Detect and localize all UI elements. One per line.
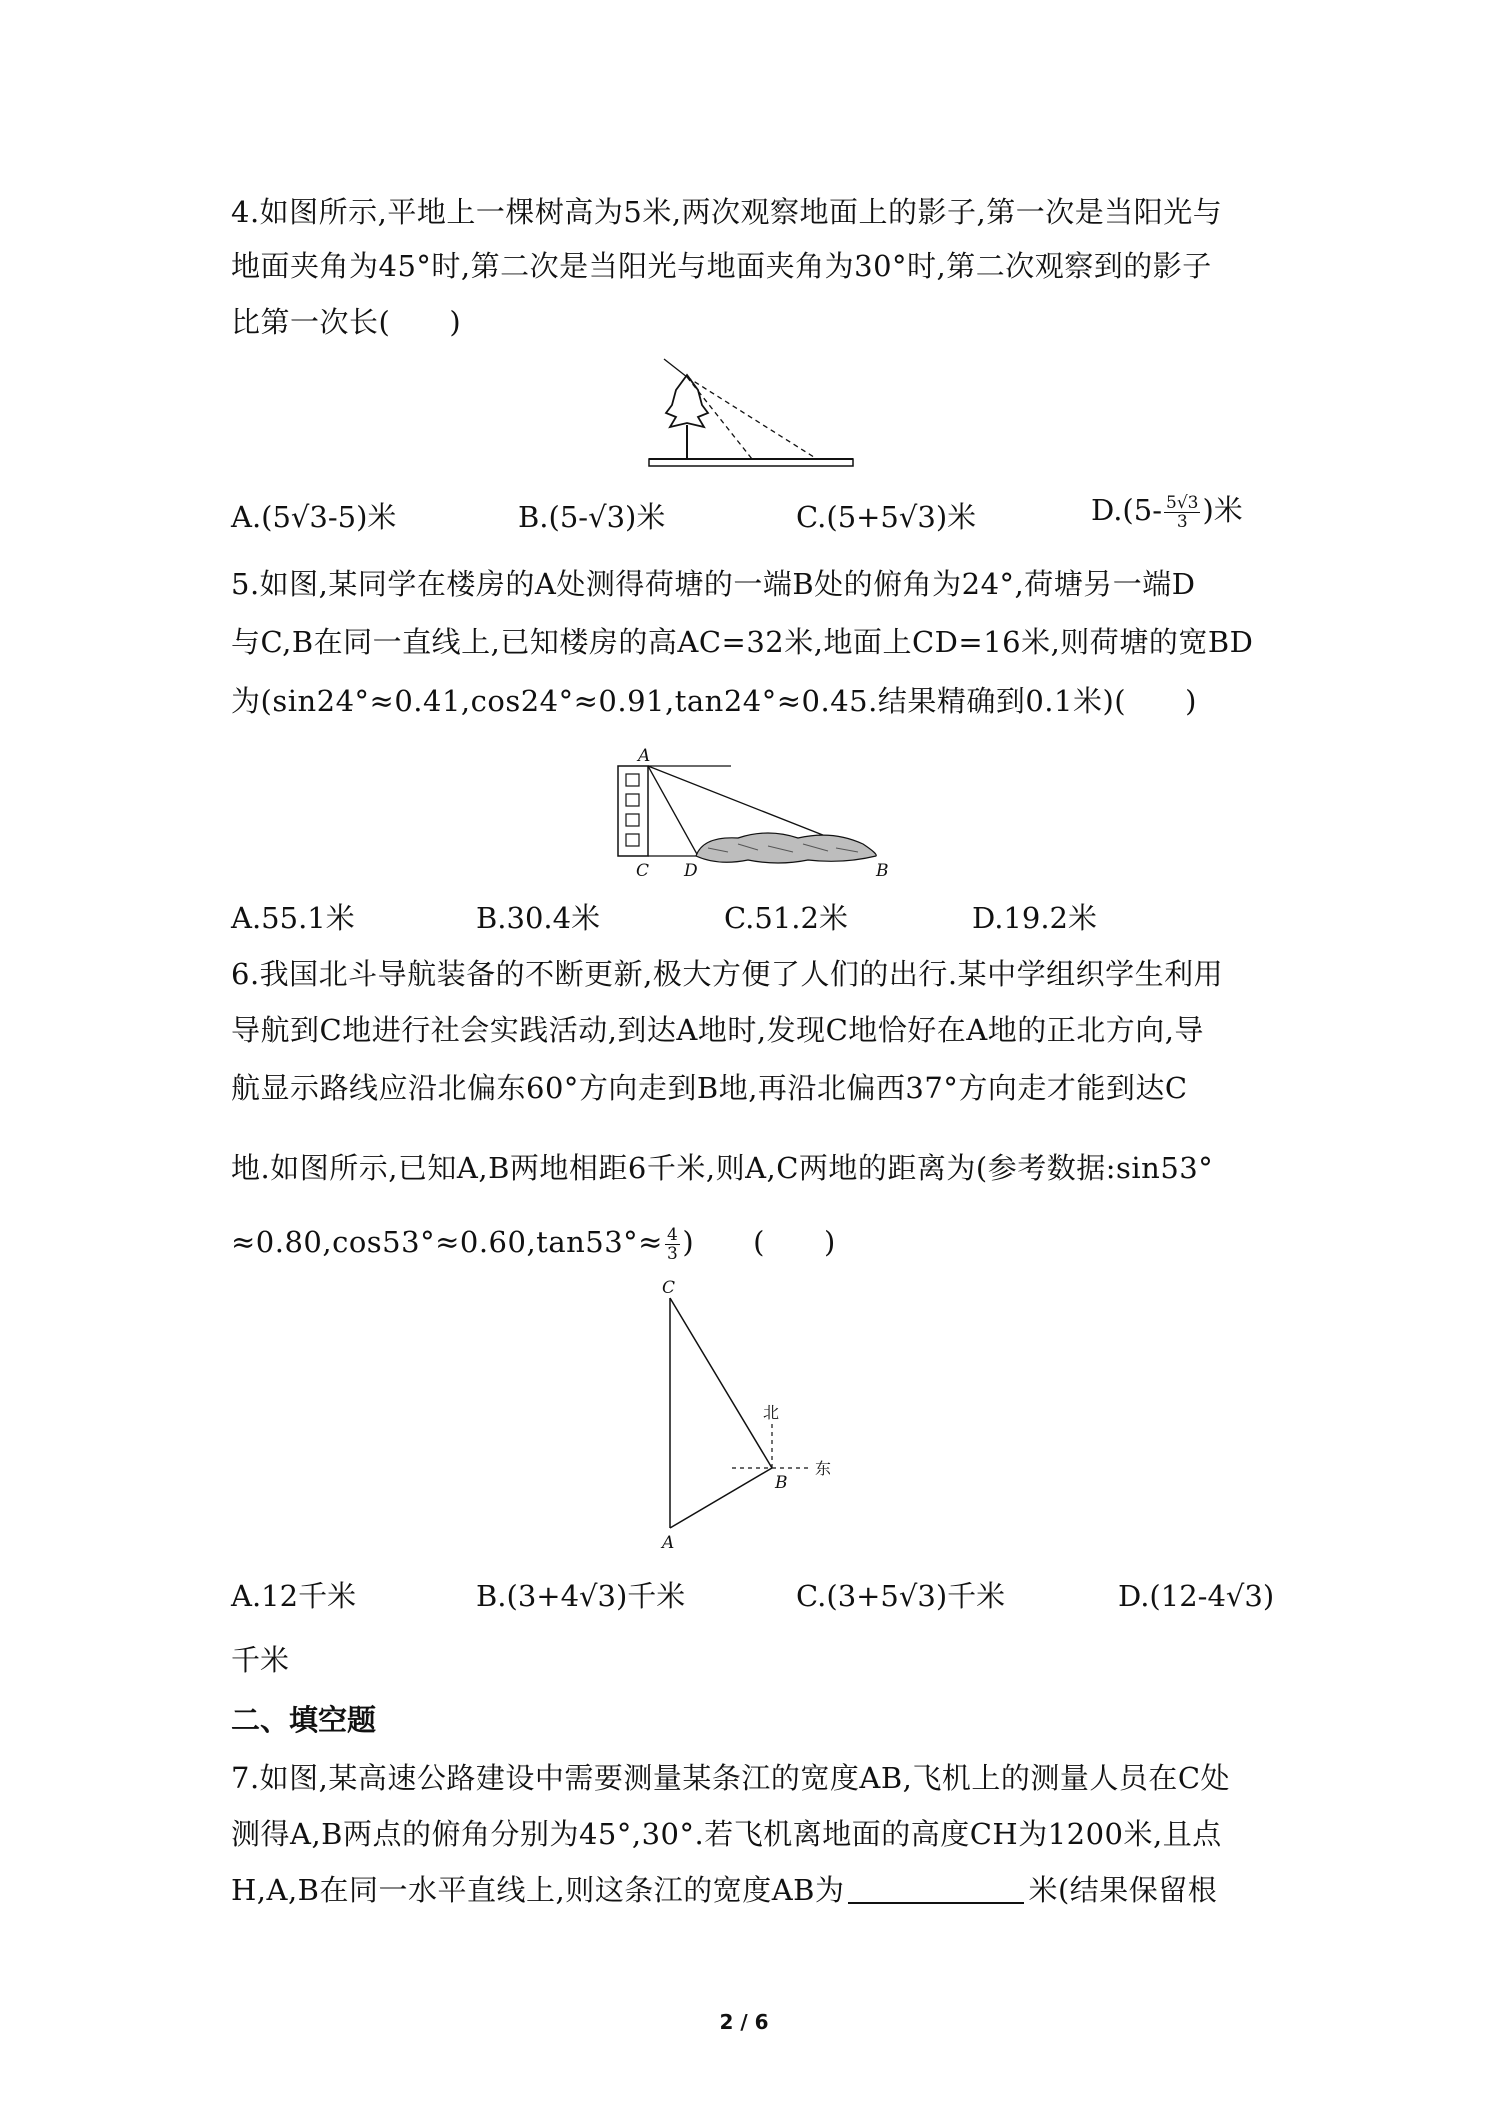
q5-option-b: B.30.4米 <box>476 901 601 935</box>
label-b: B <box>775 1473 788 1493</box>
section-heading: 二、填空题 <box>231 1703 377 1737</box>
q6-line-2: 导航到C地进行社会实践活动,到达A地时,发现C地恰好在A地的正北方向,导 <box>231 1013 1204 1047</box>
q7-line-1: 7.如图,某高速公路建设中需要测量某条江的宽度AB,飞机上的测量人员在C处 <box>231 1761 1231 1795</box>
q6-option-a: A.12千米 <box>231 1579 357 1613</box>
q5-option-a: A.55.1米 <box>231 901 355 935</box>
q4-line-3: 比第一次长( ) <box>231 305 462 339</box>
segment-ab <box>670 1468 772 1528</box>
label-b: B <box>876 861 889 881</box>
q4-option-b: B.(5-√3)米 <box>518 500 666 534</box>
q4-line-2: 地面夹角为45°时,第二次是当阳光与地面夹角为30°时,第二次观察到的影子 <box>231 249 1212 283</box>
sight-line-d <box>648 766 698 856</box>
q5-pond-figure <box>608 746 898 881</box>
q5-line-1: 5.如图,某同学在楼房的A处测得荷塘的一端B处的俯角为24°,荷塘另一端D <box>231 567 1196 601</box>
tree-crown <box>666 375 708 427</box>
pond <box>696 833 876 863</box>
q6-navigation-figure <box>655 1278 855 1553</box>
q4-line-1: 4.如图所示,平地上一棵树高为5米,两次观察地面上的影子,第一次是当阳光与 <box>231 195 1223 229</box>
building <box>618 766 648 856</box>
q4-option-d: D.(5- $\frac{5√3}{3}$ )米 <box>1091 492 1243 532</box>
q4-option-c: C.(5+5√3)米 <box>796 500 977 534</box>
page-number: 2 / 6 <box>719 2010 769 2034</box>
q6-line-5: ≈0.80,cos53°≈0.60,tan53°≈ $\frac{4}{3}$ ) ( ) <box>231 1224 836 1264</box>
q6-line-4: 地.如图所示,已知A,B两地相距6千米,则A,C两地的距离为(参考数据:sin53° <box>231 1151 1214 1185</box>
label-c: C <box>662 1278 676 1298</box>
shadow-ray-30 <box>687 377 817 459</box>
q5-option-d: D.19.2米 <box>972 901 1098 935</box>
q6-line-1: 6.我国北斗导航装备的不断更新,极大方便了人们的出行.某中学组织学生利用 <box>231 957 1224 991</box>
q5-option-c: C.51.2米 <box>724 901 848 935</box>
q4-option-a: A.(5√3-5)米 <box>231 500 397 534</box>
q7-line-2: 测得A,B两点的俯角分别为45°,30°.若飞机离地面的高度CH为1200米,且点 <box>231 1817 1222 1851</box>
q6-option-c: C.(3+5√3)千米 <box>796 1579 1006 1613</box>
q5-line-2: 与C,B在同一直线上,已知楼房的高AC=32米,地面上CD=16米,则荷塘的宽BD <box>231 625 1254 659</box>
q6-option-d-continued: 千米 <box>231 1643 290 1677</box>
sun-ray-top <box>664 359 687 377</box>
q6-option-d: D.(12-4√3) <box>1118 1579 1275 1613</box>
label-c: C <box>636 861 650 881</box>
q6-line-3: 航显示路线应沿北偏东60°方向走到B地,再沿北偏西37°方向走才能到达C <box>231 1071 1188 1105</box>
label-east: 东 <box>815 1459 832 1478</box>
label-d: D <box>684 861 698 881</box>
ground-strip <box>649 459 853 466</box>
q7-line-3: H,A,B在同一水平直线上,则这条江的宽度AB为 米(结果保留根 <box>231 1873 1218 1907</box>
label-north: 北 <box>763 1403 780 1422</box>
q6-option-b: B.(3+4√3)千米 <box>476 1579 686 1613</box>
label-a: A <box>662 1533 675 1553</box>
segment-cb <box>670 1298 772 1468</box>
answer-blank[interactable] <box>848 1872 1024 1904</box>
label-a: A <box>638 746 651 766</box>
q5-line-3: 为(sin24°≈0.41,cos24°≈0.91,tan24°≈0.45.结果精确到0.1米)( ) <box>231 684 1197 718</box>
q4-tree-figure <box>640 355 860 475</box>
